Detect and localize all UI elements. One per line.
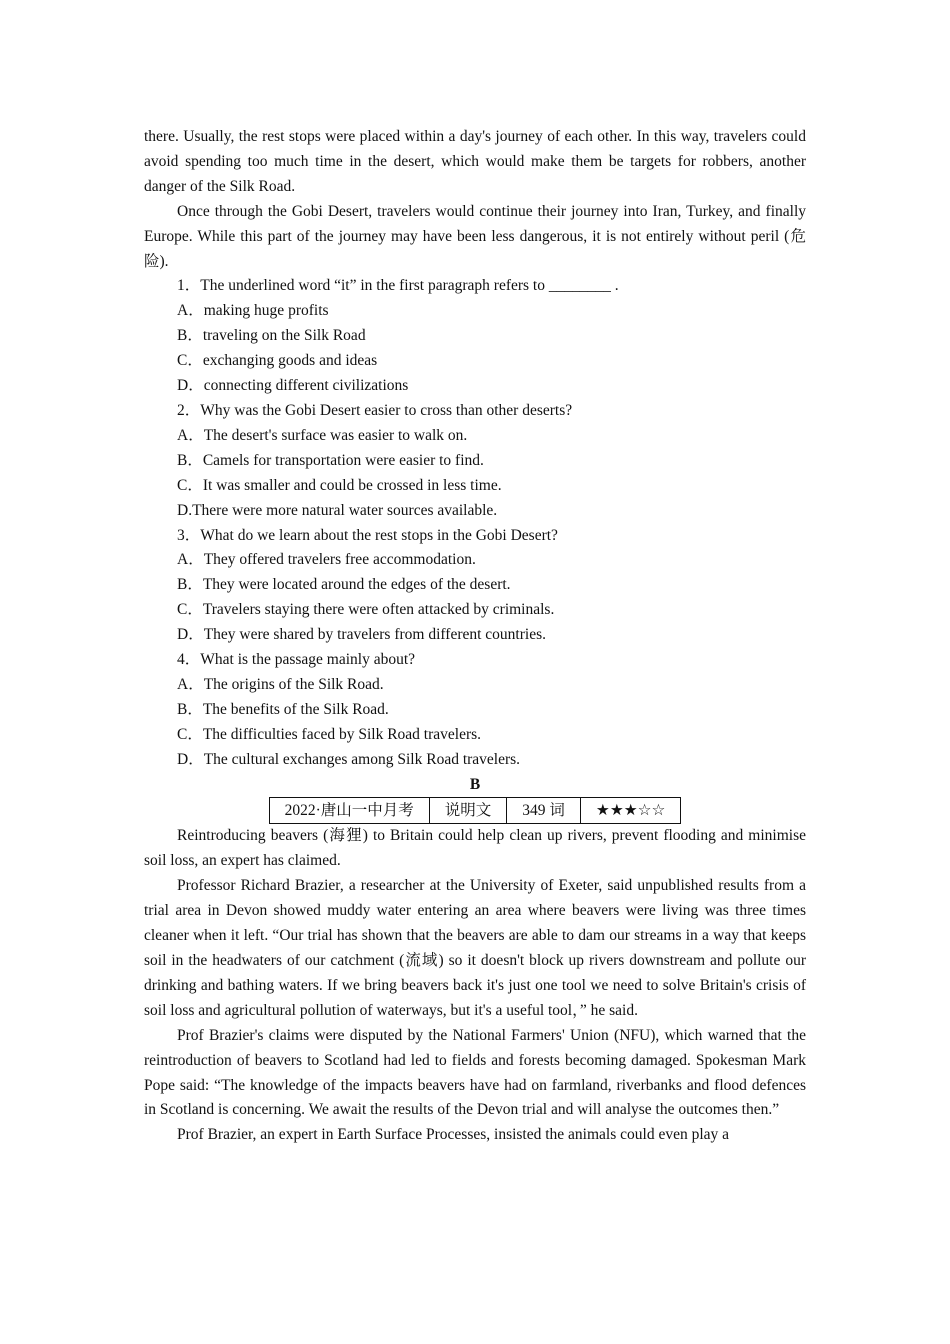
- option: D．connecting different civilizations: [177, 377, 409, 395]
- option: D．The cultural exchanges among Silk Road travelers.: [177, 750, 521, 768]
- info-genre: 说明文: [429, 798, 507, 824]
- option: A．making huge profits: [177, 302, 329, 320]
- option: C．Travelers staying there were often attacked by criminals.: [177, 601, 555, 619]
- option: D．They were shared by travelers from different countries.: [177, 626, 546, 644]
- option: C．It was smaller and could be crossed in less time.: [177, 476, 502, 494]
- passage-info-table: [269, 797, 682, 824]
- option: D.There were more natural water sources available.: [177, 501, 498, 519]
- question-2: [144, 399, 806, 524]
- option: A．The desert's surface was easier to walk on.: [177, 426, 468, 444]
- page-content: [144, 125, 806, 1148]
- info-word-count: 349 词: [507, 798, 581, 824]
- passage-info-row: [269, 798, 681, 824]
- question-3: [144, 524, 806, 649]
- option: C．exchanging goods and ideas: [177, 352, 378, 370]
- option: B．Camels for transportation were easier to find.: [177, 451, 484, 469]
- option: A．The origins of the Silk Road.: [177, 675, 384, 693]
- passage-b-paragraph-4: Prof Brazier, an expert in Earth Surface Processes, insisted the animals could even play a: [177, 1126, 730, 1144]
- section-b-title: B: [469, 775, 481, 793]
- passage-b-paragraph-3: Prof Brazier's claims were disputed by the National Farmers' Union (NFU), which warned that the reintroduction of beavers to Scotland had led to fields and forests becoming damaged. Spokesman Mark Pope said: “The knowledge of the impacts beavers have had on farmland, riverbanks and flood defences in Scotland is concerning. We await the results of the Devon trial and will analyse the outcomes then.”: [144, 1026, 806, 1119]
- question-4: [144, 648, 806, 773]
- passage-a-last-paragraph: Once through the Gobi Desert, travelers would continue their journey into Iran, Turkey, and finally Europe. While this part of the journey may have been less dangerous, it is not entirely without peril (危险).: [144, 202, 806, 270]
- question-stem: 2．Why was the Gobi Desert easier to cross than other deserts?: [177, 401, 573, 419]
- info-source: 2022·唐山一中月考: [269, 798, 429, 824]
- question-stem: 3．What do we learn about the rest stops in the Gobi Desert?: [177, 526, 558, 544]
- question-1: [144, 274, 806, 399]
- passage-b-paragraph-2: Professor Richard Brazier, a researcher at the University of Exeter, said unpublished results from a trial area in Devon showed muddy water entering an area where beavers were living was three times cleaner when it left. “Our trial has shown that the beavers are able to dam our streams in a way that keeps soil in the headwaters of our catchment (流域) so it doesn't block up rivers downstream and pollute our drinking and bathing waters. If we bring beavers back it's just one tool we need to solve Britain's crisis of soil loss and agricultural pollution of waterways, but it's a useful tool，” he said.: [144, 877, 806, 1019]
- info-difficulty: ★★★☆☆: [580, 798, 680, 824]
- option: B．traveling on the Silk Road: [177, 327, 366, 345]
- option: B．The benefits of the Silk Road.: [177, 700, 389, 718]
- question-stem: 1．The underlined word “it” in the first paragraph refers to ________ .: [177, 277, 619, 295]
- option: C．The difficulties faced by Silk Road travelers.: [177, 725, 482, 743]
- passage-b-paragraph-1: Reintroducing beavers (海狸) to Britain could help clean up rivers, prevent flooding and minimise soil loss, an expert has claimed.: [144, 827, 806, 870]
- option: A．They offered travelers free accommodation.: [177, 551, 476, 569]
- question-stem: 4．What is the passage mainly about?: [177, 651, 416, 669]
- option: B．They were located around the edges of the desert.: [177, 576, 511, 594]
- passage-a-continuation: there. Usually, the rest stops were placed within a day's journey of each other. In this way, travelers could avoid spending too much time in the desert, which would make them be targets for robbers, another danger of the Silk Road.: [144, 128, 806, 195]
